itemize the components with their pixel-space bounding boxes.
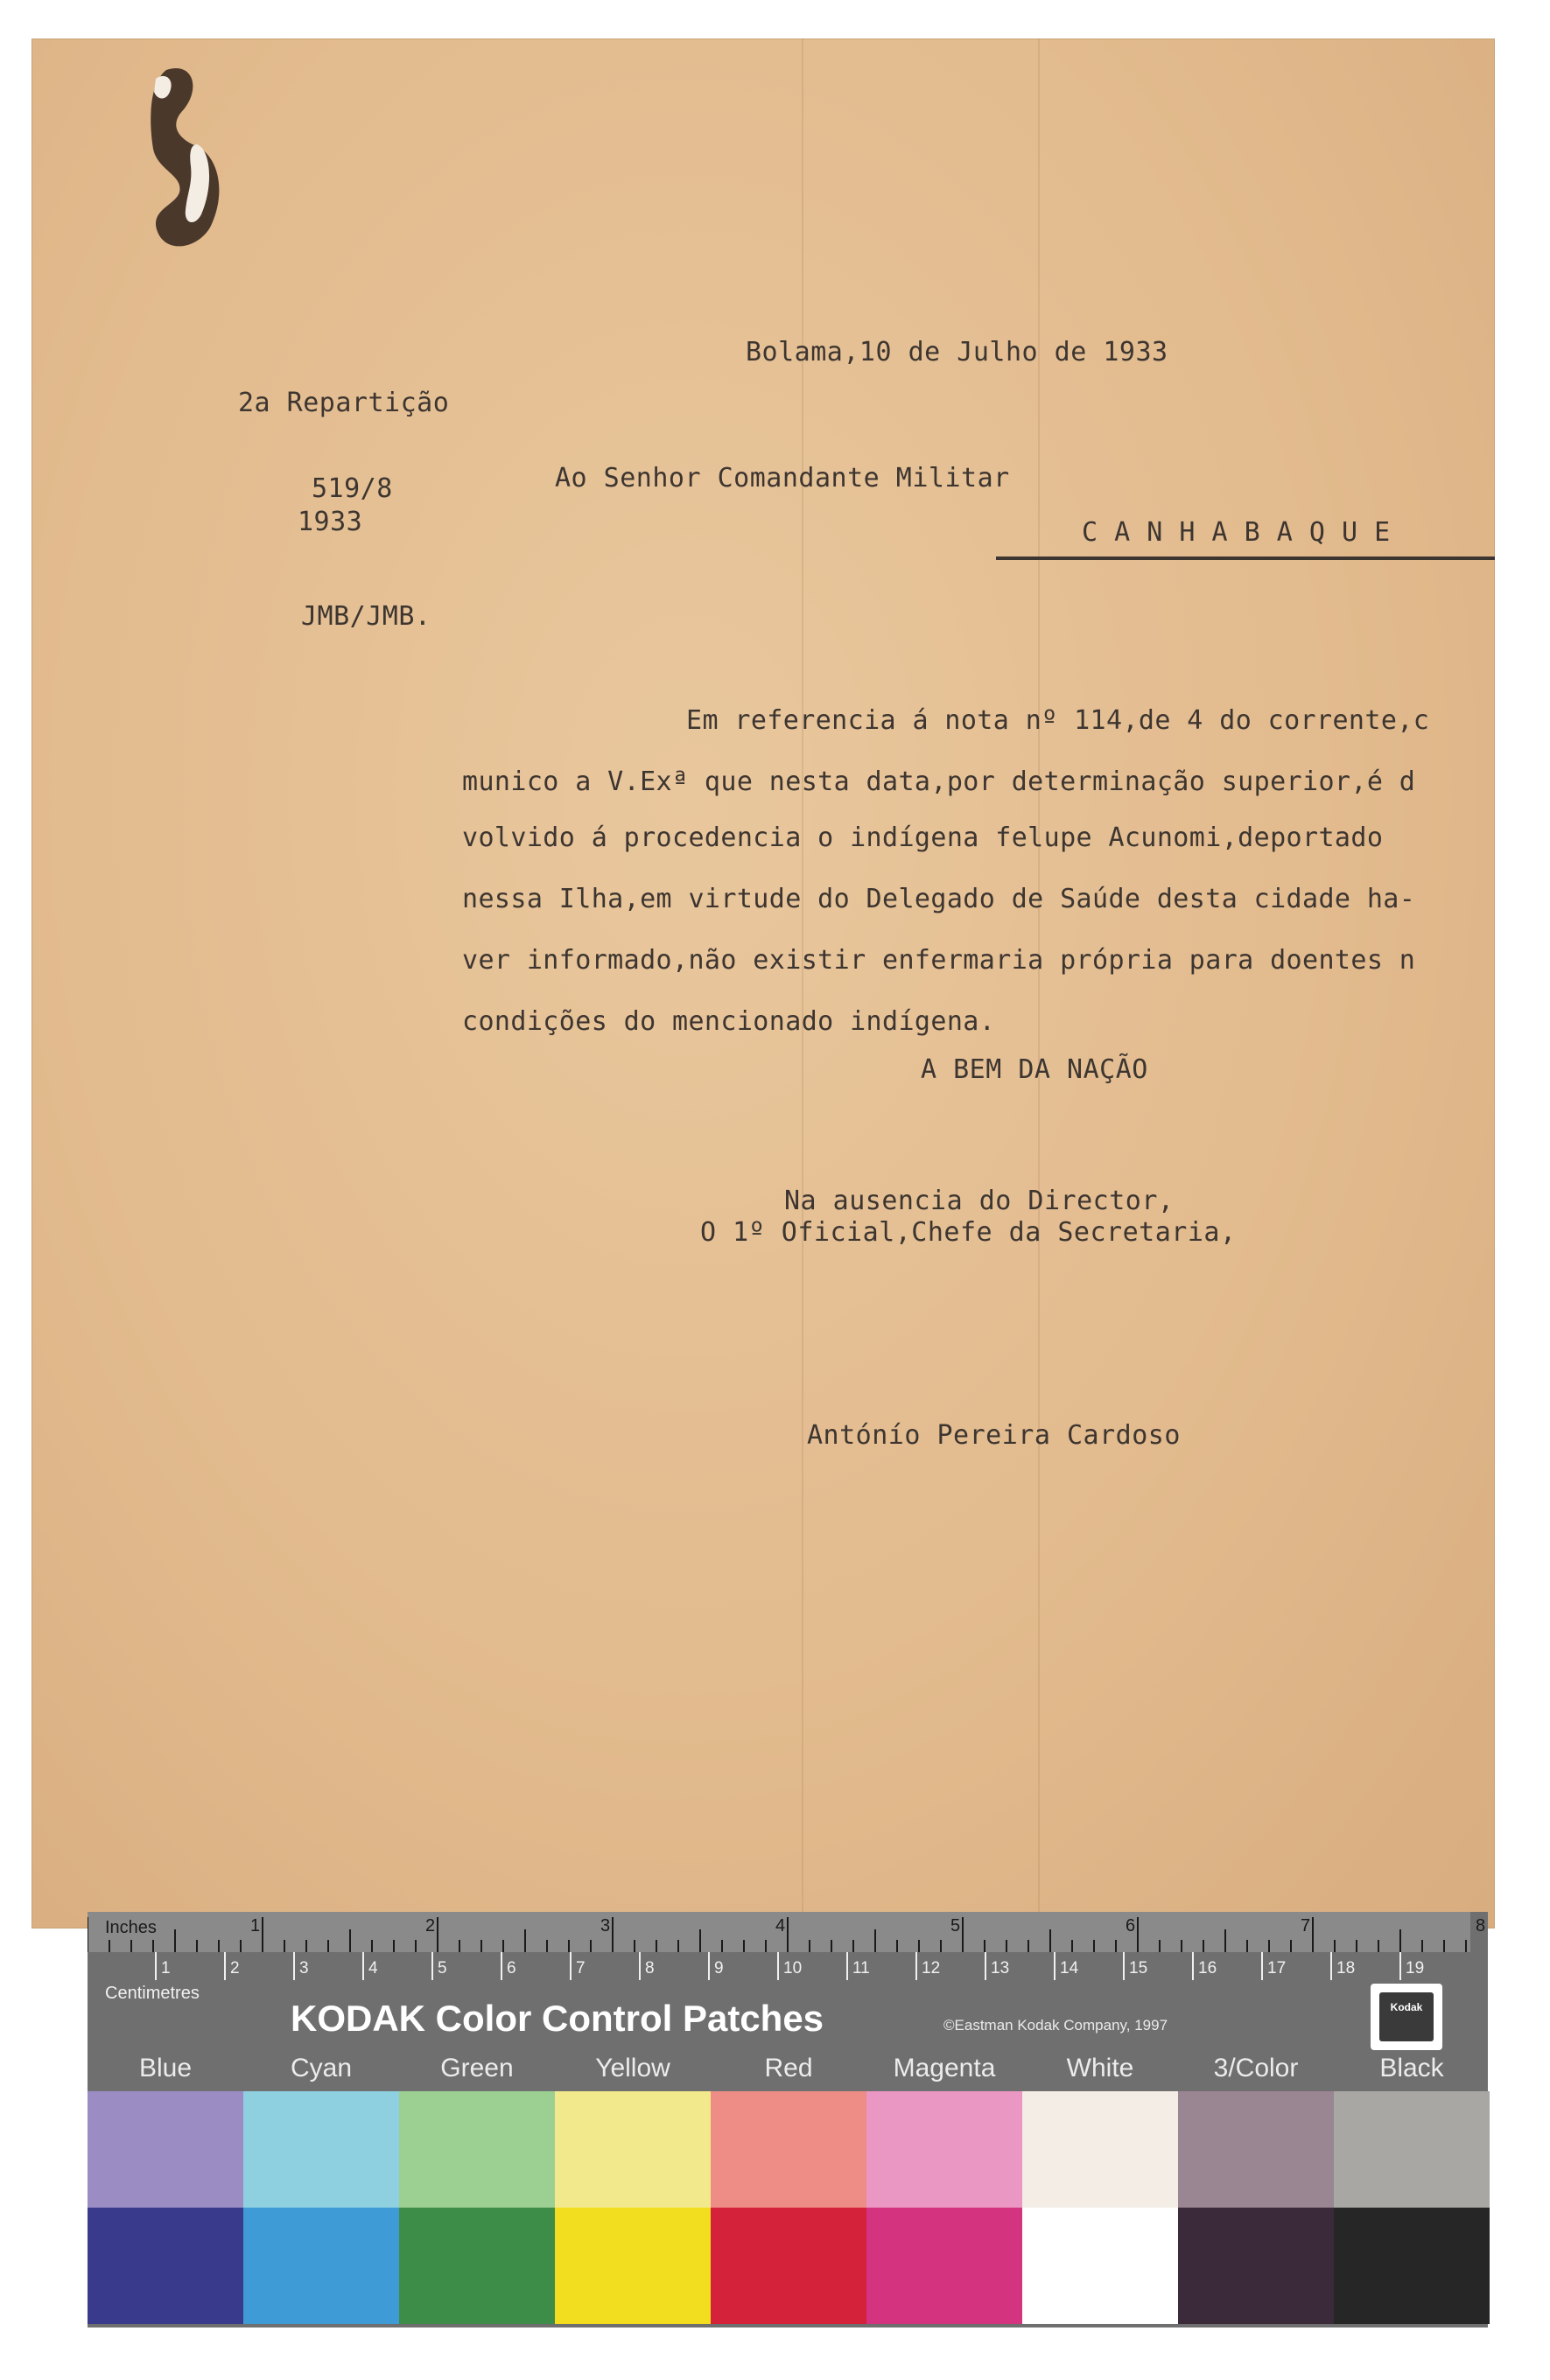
body-line: volvido á procedencia o indígena felupe Acunomi,deportado [462,822,1384,853]
kodak-title: KODAK Color Control Patches [291,1998,824,2039]
patch-labels [88,2054,1488,2089]
cm-number: 19 [1406,1959,1425,1978]
color-patch-dark [243,2208,399,2324]
color-patch-dark [1334,2208,1490,2324]
destination-underline [996,556,1495,560]
destination: C A N H A B A Q U E [1082,517,1391,548]
color-patch-dark [1178,2208,1334,2324]
cm-number: 11 [852,1959,870,1978]
color-patch-light [88,2091,243,2208]
cm-number: 17 [1267,1959,1287,1978]
color-patch-dark [399,2208,555,2324]
cm-number: 3 [299,1959,309,1978]
kodak-logo-text: Kodak [1390,2001,1423,2013]
cm-number: 15 [1129,1959,1148,1978]
cm-number: 6 [507,1959,516,1978]
paper-fold [1038,38,1040,1928]
cm-number: 8 [645,1959,655,1978]
color-patch-light [1334,2091,1490,2208]
inch-number: 1 [250,1916,261,1936]
cm-number: 12 [922,1959,941,1978]
patch-label: Blue [138,2054,193,2082]
patch-label: Red [764,2054,813,2082]
cm-number: 14 [1060,1959,1079,1978]
color-patch-light [1022,2091,1178,2208]
cm-number: 2 [230,1959,240,1978]
place-date: Bolama,10 de Julho de 1933 [746,337,1168,368]
reference-number: 519/8 [312,473,393,504]
kodak-copyright: ©Eastman Kodak Company, 1997 [943,2017,1168,2034]
inch-number: 7 [1301,1916,1311,1936]
document-paper [32,38,1495,1928]
cm-number: 18 [1336,1959,1356,1978]
color-patch-dark [866,2208,1022,2324]
inch-number: 6 [1126,1916,1136,1936]
color-patch-dark [1022,2208,1178,2324]
paper-fold [802,38,803,1928]
color-patch-dark [555,2208,711,2324]
reference-year: 1933 [298,507,363,537]
kodak-logo [1371,1984,1442,2050]
inch-number: 2 [425,1916,436,1936]
color-patch-dark [711,2208,866,2324]
inch-number: 8 [1476,1916,1486,1936]
signature-line-1: Na ausencia do Director, [784,1186,1175,1216]
signatory-name: Antónío Pereira Cardoso [807,1420,1181,1451]
addressee: Ao Senhor Comandante Militar [555,463,1010,494]
initials: JMB/JMB. [301,601,431,632]
color-patch-light [555,2091,711,2208]
closing: A BEM DA NAÇÃO [921,1054,1148,1085]
cm-number: 7 [576,1959,586,1978]
cm-number: 10 [783,1959,803,1978]
color-patch-light [399,2091,555,2208]
ruler-inches-label: Inches [105,1918,157,1937]
ruler [88,1912,1488,1991]
cm-number: 5 [438,1959,447,1978]
ruler-cm-label: Centimetres [105,1984,200,2003]
color-patch-dark [88,2208,243,2324]
department: 2a Repartição [238,388,450,418]
inch-number: 3 [600,1916,611,1936]
color-patch-light [243,2091,399,2208]
body-line: condições do mencionado indígena. [462,1006,996,1037]
body-line: nessa Ilha,em virtude do Delegado de Saúde desta cidade ha- [462,884,1416,914]
patch-label: Cyan [290,2054,353,2082]
patch-label: Black [1379,2054,1444,2082]
patch-label: Magenta [893,2054,996,2082]
body-line: Em referencia á nota nº 114,de 4 do corrente,c [686,705,1430,736]
burn-mark [131,61,263,254]
inch-number: 5 [950,1916,961,1936]
cm-number: 16 [1198,1959,1217,1978]
patch-label: 3/Color [1213,2054,1299,2082]
body-line: munico a V.Exª que nesta data,por determinação superior,é d [462,766,1416,797]
signature-line-2: O 1º Oficial,Chefe da Secretaria, [700,1217,1237,1248]
color-patches [88,2091,1488,2328]
color-patch-light [1178,2091,1334,2208]
kodak-color-target [88,1912,1488,2328]
cm-number: 13 [991,1959,1010,1978]
color-patch-light [866,2091,1022,2208]
patch-label: Green [440,2054,514,2082]
cm-number: 1 [161,1959,171,1978]
inch-number: 4 [775,1916,786,1936]
patch-label: Yellow [595,2054,670,2082]
color-patch-light [711,2091,866,2208]
patch-label: White [1066,2054,1134,2082]
cm-number: 4 [368,1959,378,1978]
cm-number: 9 [714,1959,724,1978]
body-line: ver informado,não existir enfermaria própria para doentes n [462,945,1416,976]
